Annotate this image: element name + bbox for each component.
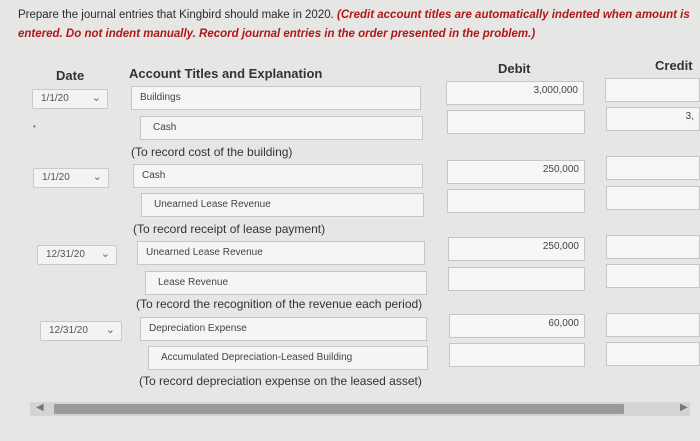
entry-2-debit-amount-field[interactable]: 250,000 — [447, 160, 585, 184]
arrow-left-icon[interactable]: ◀ — [36, 402, 44, 413]
scrollbar-thumb[interactable] — [54, 404, 624, 414]
entry-3-date: 12/31/20 — [46, 249, 85, 260]
entry-4-debit-amount-field-empty[interactable] — [449, 343, 585, 367]
instructions-emphasis: (Credit account titles are automatically indented when amount is entered. Do not indent manually. Record journal entries in the order presented in the problem.) — [18, 9, 690, 40]
entry-4-description: (To record depreciation expense on the leased asset) — [139, 374, 422, 388]
entry-1-credit-amount-field[interactable]: 3, — [606, 107, 700, 131]
entry-2-debit-account-field[interactable]: Cash — [133, 164, 423, 188]
header-account: Account Titles and Explanation — [129, 66, 323, 81]
entry-1-credit-account-field[interactable]: Cash — [140, 116, 423, 140]
entry-1-description: (To record cost of the building) — [131, 145, 293, 159]
entry-1-debit-account-field[interactable]: Buildings — [131, 86, 421, 110]
entry-3-debit-amount-field-empty[interactable] — [448, 267, 585, 291]
header-debit: Debit — [498, 61, 531, 76]
entry-4-credit-account-field[interactable]: Accumulated Depreciation-Leased Building — [148, 346, 428, 370]
entry-4-date-select[interactable] — [40, 321, 122, 341]
entry-3-debit-account-field[interactable]: Unearned Lease Revenue — [137, 241, 425, 265]
entry-2-credit-amount-field[interactable] — [606, 186, 700, 210]
entry-3-debit-amount-field[interactable]: 250,000 — [448, 237, 585, 261]
chevron-down-icon: ⌄ — [100, 248, 110, 260]
entry-4-credit-amount-field[interactable] — [606, 342, 700, 366]
entry-1-date: 1/1/20 — [41, 93, 69, 104]
instructions-lead: Prepare the journal entries that Kingbird should make in 2020. — [18, 9, 334, 21]
entry-2-credit-account-field[interactable]: Unearned Lease Revenue — [141, 193, 424, 217]
entry-3-date-select[interactable] — [37, 245, 117, 265]
entry-2-date: 1/1/20 — [42, 172, 70, 183]
row-marker: • — [33, 122, 36, 131]
arrow-right-icon[interactable]: ▶ — [680, 402, 688, 413]
entry-4-debit-amount-field[interactable]: 60,000 — [449, 314, 585, 338]
chevron-down-icon: ⌄ — [92, 171, 102, 183]
entry-2-debit-amount-field-empty[interactable] — [447, 189, 585, 213]
entry-4-credit-amount-field-empty[interactable] — [606, 313, 700, 337]
entry-3-credit-amount-field[interactable] — [606, 264, 700, 288]
entry-4-debit-account-field[interactable]: Depreciation Expense — [140, 317, 427, 341]
entry-1-date-select[interactable] — [32, 89, 108, 109]
entry-1-debit-amount-field-empty[interactable] — [447, 110, 585, 134]
entry-2-credit-amount-field-empty[interactable] — [606, 156, 700, 180]
entry-3-description: (To record the recognition of the revenue each period) — [136, 297, 423, 311]
entry-2-description: (To record receipt of lease payment) — [133, 222, 326, 236]
header-credit: Credit — [655, 58, 693, 73]
entry-1-credit-amount-field-empty[interactable] — [605, 78, 700, 102]
entry-4-date: 12/31/20 — [49, 325, 88, 336]
chevron-down-icon: ⌄ — [105, 324, 115, 336]
header-date: Date — [56, 68, 85, 83]
chevron-down-icon: ⌄ — [91, 92, 101, 104]
entry-3-credit-account-field[interactable]: Lease Revenue — [145, 271, 427, 295]
entry-3-credit-amount-field-empty[interactable] — [606, 235, 700, 259]
entry-1-debit-amount-field[interactable]: 3,000,000 — [446, 81, 584, 105]
entry-2-date-select[interactable] — [33, 168, 109, 188]
instructions — [18, 6, 698, 44]
